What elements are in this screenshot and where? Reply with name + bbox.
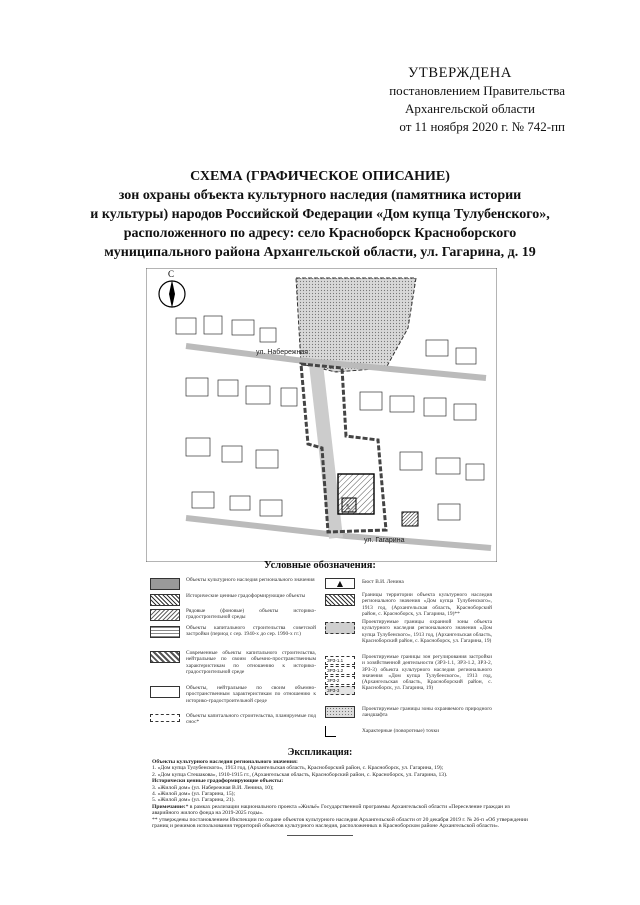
north-label: С [168,269,175,279]
street-label-top: ул. Набережная [256,349,309,356]
zone-label-3: ЗРЗ-2 [325,676,355,685]
title-line-2: зон охраны объекта культурного наследия (памятника истории [118,188,522,203]
explication-item-5: 5. «Жилой дом» (ул. Гагарина, 21). [152,797,235,804]
approval-line-1: постановлением Правительства [389,83,565,98]
note-text-1: * в рамках реализации национального проекта «Жильё» Государственной программы Архангельской области «Переселение граждан из аварийного жилого фонда на 2019-2025 годы». [152,803,510,817]
approval-title: УТВЕРЖДЕНА [408,65,512,81]
legend-swatch-3 [150,626,180,638]
zone-label-4: ЗРЗ-3 [325,686,355,695]
explication-title: Экспликация: [287,747,353,758]
document-title [70,167,570,262]
explication [152,759,532,829]
scheme-map [146,268,497,562]
legend-right-2: Проектируемые границы охранной зоны объекта культурного наследия регионального значения «Дом купца Тулубенского», 1913 год, (Архангельская область, Красноборский район, с. Красноборск, ул. Гагарина, 19) [362,619,492,644]
explication-heading-2: Исторически ценные градоформирующие объекты: [152,778,284,785]
legend-swatch-0 [150,578,180,590]
title-line-1: СХЕМА (ГРАФИЧЕСКОЕ ОПИСАНИЕ) [190,169,450,184]
zone-label-1: ЗРЗ-1.1 [325,656,355,665]
explication-item-4: 4. «Жилой дом» (ул. Гагарина, 15); [152,791,236,798]
legend-swatch-5 [150,686,180,698]
legend-right-4: Проектируемые границы зоны охраняемого природного ландшафта [362,706,492,719]
zone-label-2: ЗРЗ-1.2 [325,666,355,675]
zone-swatches [325,656,355,695]
street-label-bottom: ул. Гагарина [364,537,405,544]
approval-line-3: от 11 ноября 2020 г. № 742-пп [399,119,565,134]
title-line-4: расположенного по адресу: село Красноборск Красноборского [123,226,517,241]
explication-item-1: 1. «Дом купца Тулубенского», 1913 год, (Архангельская область, Красноборский район, с. Красноборск, ул. Гагарина, 19); [152,765,444,772]
legend-text-3: Объекты капитального строительства советской застройки (период с сер. 1940-х до сер. 1990-х гг.) [186,625,316,638]
legend-text-1: Исторические ценные градоформирующие объекты [186,593,306,599]
legend-right-swatch-1 [325,594,355,606]
legend [150,574,495,748]
legend-right-0: Бюст В.И. Ленина [362,579,404,585]
legend-text-6: Объекты капитального строительства, планируемые под снос* [186,713,316,726]
approval-block [345,64,565,136]
legend-swatch-1 [150,594,180,606]
turning-point-icon [325,726,336,737]
legend-right-swatch-2 [325,622,355,634]
title-line-5: муниципального района Архангельской области, ул. Гагарина, д. 19 [104,245,536,260]
legend-right-1: Границы территории объекта культурного наследия регионального значения «Дом купца Тулубенского», 1913 год, (Архангельская область, Красноборский район, с. Красноборск, ул. Гагарина, 19)** [362,592,492,617]
legend-right-swatch-4 [325,706,355,718]
explication-note-2: ** утверждены постановлением Инспекции по охране объектов культурного наследия Архангельской области от 20 декабря 2019 г. № 26-п «Об утверждении границ и режимов использования территорий объектов культурного наследия, расположенных в Красноборском районе Архангельской области». [152,816,528,830]
legend-text-5: Объекты, нейтральные по своим объемно-пространственным характеристикам по отношению к историко-градостроительной среде [186,685,316,704]
explication-item-2: 2. «Дом купца Стешакова», 1910-1915 гг., (Архангельская область, Красноборский район, с. Красноборск, ул. Гагарина, 13). [152,771,448,778]
approval-line-2: Архангельской области [405,101,535,116]
explication-heading-1: Объекты культурного наследия регионального значения: [152,759,298,765]
legend-swatch-6 [150,714,180,722]
legend-text-4: Современные объекты капитального строительства, нейтральные по своим объемно-пространственным характеристикам по отношению к историко-градостроительной среде [186,650,316,675]
note-label: Примечание: [152,803,186,810]
title-line-3: и культуры) народов Российской Федерации «Дом купца Тулубенского», [90,207,550,222]
legend-text-2: Рядовые (фоновые) объекты историко-градостроительной среды [186,608,316,621]
legend-right-5: Характерные (поворотные) точки [362,728,439,734]
legend-swatch-4 [150,651,180,663]
explication-item-3: 3. «Жилой дом» (ул. Набережная В.И. Ленина, 10); [152,784,274,791]
legend-title: Условные обозначения: [264,560,376,571]
explication-note-1 [152,804,532,817]
bust-icon: ▲ [325,578,355,589]
svg-text:1: 1 [346,504,350,511]
legend-text-0: Объекты культурного наследия регионального значения [186,577,315,583]
footer-divider [287,835,353,836]
legend-right-3: Проектируемые границы зон регулирования застройки и хозяйственной деятельности (ЗРЗ-1.1, ЗРЗ-1.2, ЗРЗ-2, ЗРЗ-3) объекта культурного наследия регионального значения «Дом купца Тулубенского», 1913 год, (Архангельская область, Красноборский район, с. Красноборск, ул. Гагарина, 19) [362,654,492,692]
legend-swatch-2 [150,609,180,621]
